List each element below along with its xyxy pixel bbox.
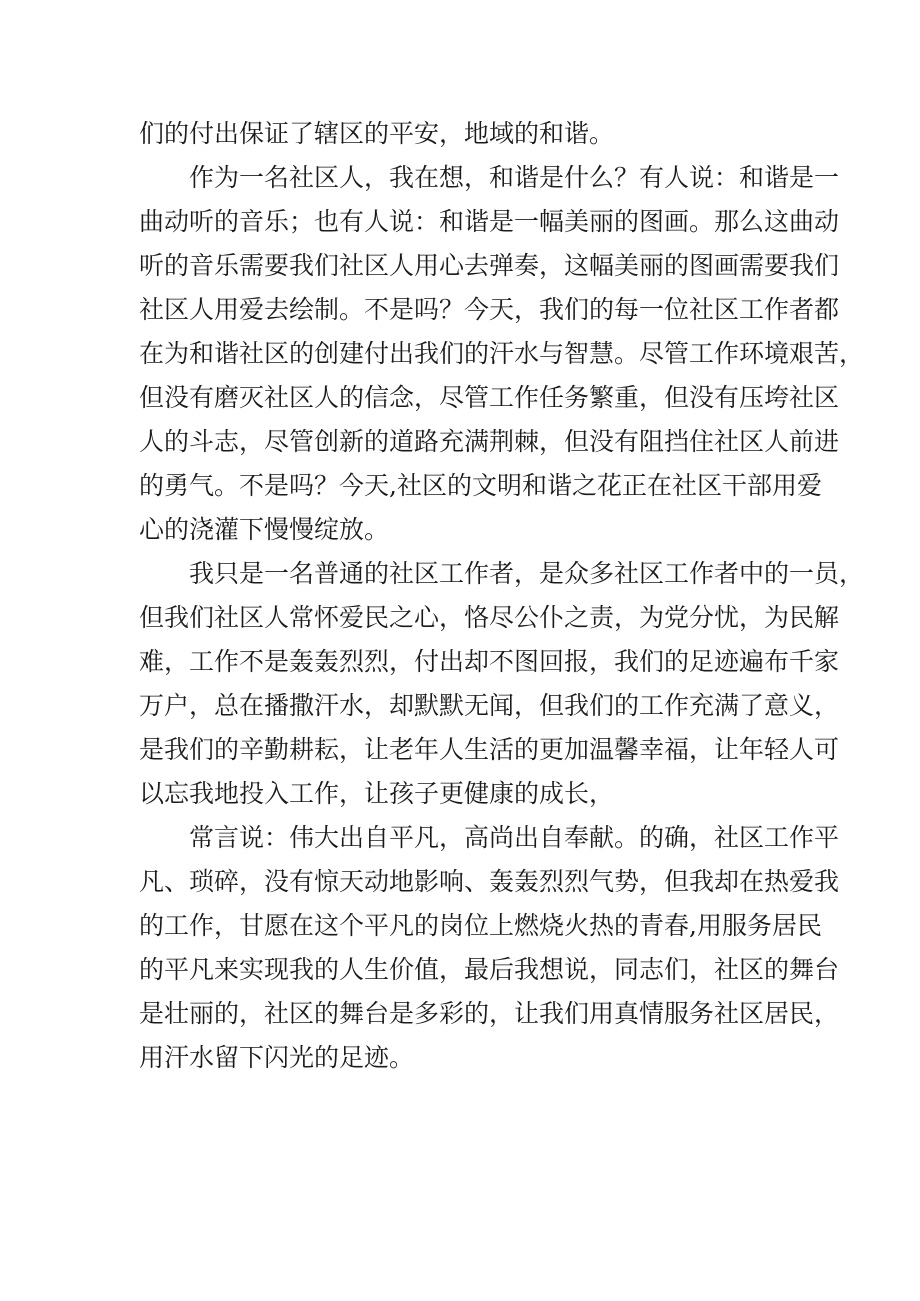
- paragraph-line: 作为一名社区人，我在想，和谐是什么？有人说：和谐是一: [139, 163, 840, 192]
- document-body: [139, 112, 865, 1080]
- paragraph-line: 难，工作不是轰轰烈烈，付出却不图回报，我们的足迹遍布千家: [139, 647, 840, 676]
- paragraph-line: 用汗水留下闪光的足迹。: [139, 1043, 415, 1072]
- paragraph-4: [139, 816, 840, 1080]
- paragraph-line: 的工作，甘愿在这个平凡的岗位上燃烧火热的青春,用服务居民: [139, 911, 822, 940]
- paragraph-line: 但没有磨灭社区人的信念，尽管工作任务繁重，但没有压垮社区: [139, 383, 840, 412]
- paragraph-line: 的勇气。不是吗？今天,社区的文明和谐之花正在社区干部用爱: [139, 471, 822, 500]
- paragraph-line: 人的斗志，尽管创新的道路充满荆棘，但没有阻挡住社区人前进: [139, 427, 840, 456]
- paragraph-line: 心的浇灌下慢慢绽放。: [139, 515, 390, 544]
- paragraph-line: 听的音乐需要我们社区人用心去弹奏，这幅美丽的图画需要我们: [139, 251, 840, 280]
- paragraph-line: 们的付出保证了辖区的平安，地域的和谐。: [139, 119, 615, 148]
- paragraph-line: 在为和谐社区的创建付出我们的汗水与智慧。尽管工作环境艰苦，: [139, 339, 865, 368]
- paragraph-2: [139, 156, 865, 552]
- paragraph-line: 但我们社区人常怀爱民之心，恪尽公仆之责，为党分忧，为民解: [139, 603, 840, 632]
- paragraph-line: 的平凡来实现我的人生价值，最后我想说，同志们，社区的舞台: [139, 955, 840, 984]
- paragraph-line: 我只是一名普通的社区工作者，是众多社区工作者中的一员，: [139, 559, 865, 588]
- paragraph-line: 常言说：伟大出自平凡，高尚出自奉献。的确，社区工作平: [139, 823, 840, 852]
- paragraph-line: 凡、琐碎，没有惊天动地影响、轰轰烈烈气势，但我却在热爱我: [139, 867, 840, 896]
- paragraph-line: 曲动听的音乐；也有人说：和谐是一幅美丽的图画。那么这曲动: [139, 207, 840, 236]
- paragraph-line: 万户，总在播撒汗水，却默默无闻，但我们的工作充满了意义，: [139, 691, 840, 720]
- paragraph-1: [139, 112, 799, 156]
- paragraph-line: 是壮丽的，社区的舞台是多彩的，让我们用真情服务社区居民，: [139, 999, 840, 1028]
- paragraph-3: [139, 552, 865, 816]
- paragraph-line: 社区人用爱去绘制。不是吗？今天，我们的每一位社区工作者都: [139, 295, 840, 324]
- paragraph-line: 以忘我地投入工作，让孩子更健康的成长，: [139, 779, 615, 808]
- paragraph-line: 是我们的辛勤耕耘，让老年人生活的更加温馨幸福，让年轻人可: [139, 735, 840, 764]
